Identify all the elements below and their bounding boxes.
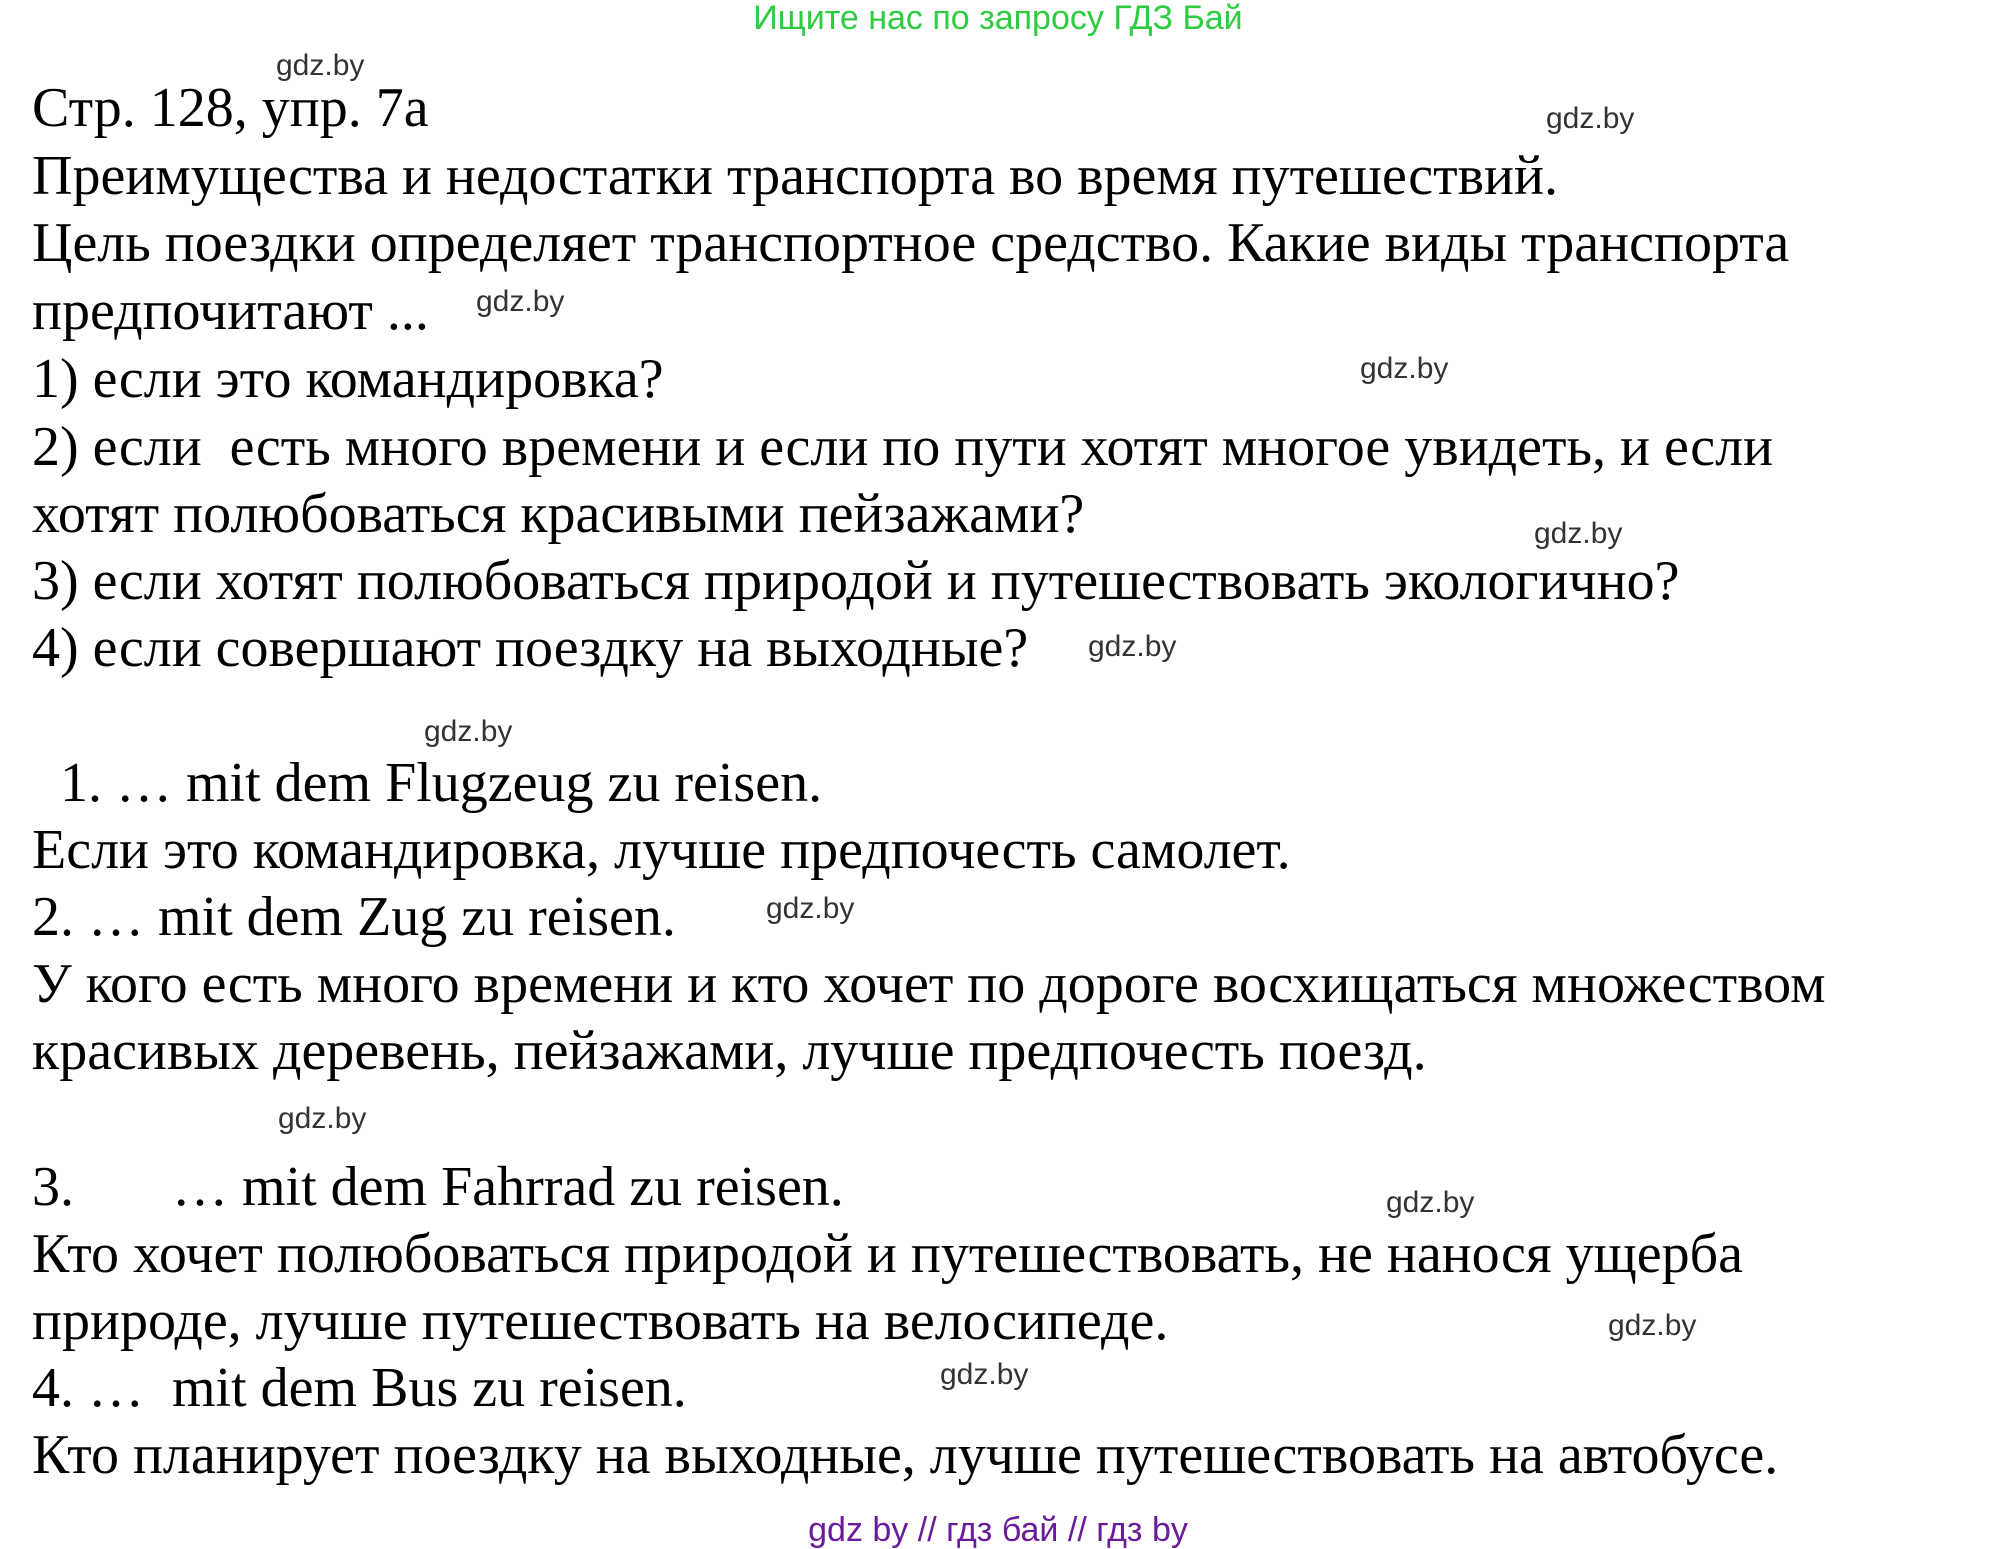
watermark: gdz.by: [1534, 517, 1623, 550]
watermark: gdz.by: [1608, 1309, 1697, 1342]
answer-4-german: 4. … mit dem Bus zu reisen.: [32, 1357, 687, 1419]
answer-3-russian-line-1: Кто хочет полюбоваться природой и путешествовать, не нанося ущерба: [32, 1223, 1743, 1285]
answer-2-russian-line-2: красивых деревень, пейзажами, лучше предпочесть поезд.: [32, 1020, 1427, 1082]
question-4: 4) если совершают поездку на выходные?: [32, 617, 1029, 679]
answer-2-russian-line-1: У кого есть много времени и кто хочет по дороге восхищаться множеством: [32, 953, 1826, 1015]
answer-3-german: 3. … mit dem Fahrrad zu reisen.: [32, 1156, 844, 1218]
watermark: gdz.by: [1088, 630, 1177, 663]
watermark: gdz.by: [766, 892, 855, 925]
watermark: gdz.by: [424, 715, 513, 748]
answer-1-german: 1. … mit dem Flugzeug zu reisen.: [32, 752, 823, 814]
watermark: gdz.by: [276, 49, 365, 82]
watermark: gdz.by: [940, 1358, 1029, 1391]
exercise-heading: Стр. 128, упр. 7а: [32, 77, 429, 139]
answer-2-german: 2. … mit dem Zug zu reisen.: [32, 886, 676, 948]
watermark: gdz.by: [476, 285, 565, 318]
task-intro-line-2: предпочитают ...: [32, 280, 429, 342]
footer-links: gdz by // гдз бай // гдз by: [808, 1511, 1188, 1549]
watermark: gdz.by: [1386, 1186, 1475, 1219]
question-2-line-1: 2) если есть много времени и если по пути хотят многое увидеть, и если: [32, 416, 1774, 478]
answer-1-russian: Если это командировка, лучше предпочесть самолет.: [32, 819, 1291, 881]
answer-4-russian: Кто планирует поездку на выходные, лучше путешествовать на автобусе.: [32, 1424, 1779, 1486]
question-2-line-2: хотят полюбоваться красивыми пейзажами?: [32, 483, 1085, 545]
question-1: 1) если это командировка?: [32, 348, 664, 410]
task-intro-line-1: Цель поездки определяет транспортное средство. Какие виды транспорта: [32, 212, 1790, 274]
task-title: Преимущества и недостатки транспорта во время путешествий.: [32, 145, 1558, 207]
watermark: gdz.by: [1360, 352, 1449, 385]
watermark: gdz.by: [1546, 102, 1635, 135]
answer-3-russian-line-2: природе, лучше путешествовать на велосипеде.: [32, 1290, 1169, 1352]
watermark: gdz.by: [278, 1102, 367, 1135]
top-banner: Ищите нас по запросу ГДЗ Бай: [753, 0, 1243, 37]
question-3: 3) если хотят полюбоваться природой и путешествовать экологично?: [32, 550, 1680, 612]
